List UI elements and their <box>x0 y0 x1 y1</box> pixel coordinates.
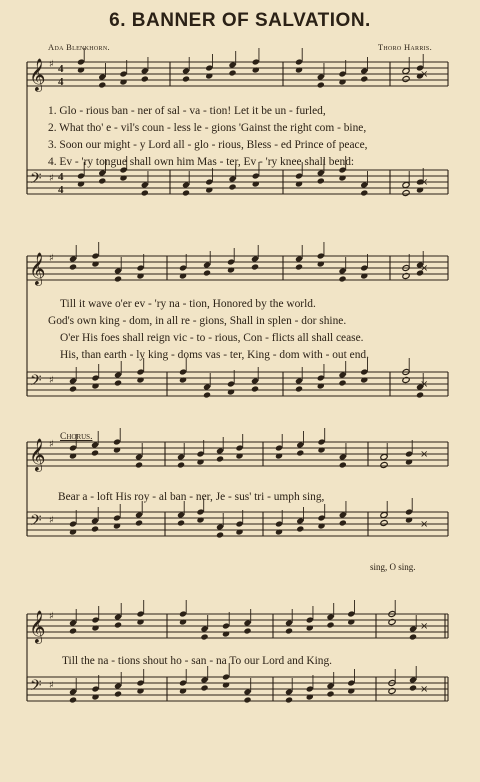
system-4-verse: Till the na - tions shout ho - san - na To our Lord and King. <box>62 655 333 667</box>
lyricist: Ada Blenkhorn. <box>48 42 110 52</box>
sharp-icon: ♯ <box>49 680 54 691</box>
bass-clef-icon: 𝄢 <box>30 372 42 393</box>
quarter-note <box>252 180 260 187</box>
quarter-note <box>77 66 85 73</box>
quarter-note <box>326 690 334 697</box>
quarter-note <box>114 690 122 697</box>
quarter-note <box>91 693 99 700</box>
quarter-note <box>360 189 368 196</box>
quarter-note <box>77 180 85 187</box>
quarter-note <box>69 528 77 535</box>
quarter-note <box>136 687 144 694</box>
quarter-note <box>135 519 143 526</box>
quarter-note <box>136 618 144 625</box>
quarter-note <box>416 391 424 398</box>
half-note <box>402 376 410 383</box>
quarter-note <box>338 275 346 282</box>
hymn-name: BANNER OF SALVATION. <box>131 10 371 31</box>
rest-icon: × <box>420 621 429 632</box>
half-note <box>402 272 410 279</box>
quarter-note <box>235 452 243 459</box>
quarter-note <box>177 519 185 526</box>
rest-icon: × <box>420 263 429 274</box>
quarter-note <box>91 382 99 389</box>
quarter-note <box>179 618 187 625</box>
quarter-note <box>360 376 368 383</box>
quarter-note <box>179 272 187 279</box>
system-2-verse-2: God's own king - dom, in all re - gions, Shall in splen - dor shine. <box>48 315 347 327</box>
sharp-icon: ♯ <box>49 439 54 450</box>
treble-clef-icon: 𝄞 <box>29 252 46 285</box>
quarter-note <box>285 627 293 634</box>
sharp-icon: ♯ <box>49 173 54 184</box>
quarter-note <box>114 621 122 628</box>
quarter-note <box>347 687 355 694</box>
quarter-note <box>326 621 334 628</box>
quarter-note <box>295 263 303 270</box>
time-signature-top: 4 <box>58 171 64 183</box>
quarter-note <box>409 684 417 691</box>
quarter-note <box>222 630 230 637</box>
quarter-note <box>203 269 211 276</box>
quarter-note <box>251 263 259 270</box>
quarter-note <box>135 461 143 468</box>
quarter-note <box>114 379 122 386</box>
quarter-note <box>317 382 325 389</box>
quarter-note <box>91 624 99 631</box>
quarter-note <box>317 177 325 184</box>
sharp-icon: ♯ <box>49 253 54 264</box>
quarter-note <box>179 376 187 383</box>
rest-icon: × <box>420 449 429 460</box>
system-2-verse-1: Till it wave o'er ev - 'ry na - tion, Honored by the world. <box>60 298 316 310</box>
bass-clef-icon: 𝄢 <box>30 512 42 533</box>
quarter-note <box>296 525 304 532</box>
quarter-note <box>98 177 106 184</box>
quarter-note <box>306 693 314 700</box>
quarter-note <box>243 696 251 703</box>
quarter-note <box>222 681 230 688</box>
quarter-note <box>339 519 347 526</box>
rest-icon: × <box>420 177 429 188</box>
quarter-note <box>275 528 283 535</box>
quarter-note <box>228 183 236 190</box>
quarter-note <box>91 260 99 267</box>
quarter-note <box>69 452 77 459</box>
system-2-verse-3: O'er His foes shall reign vic - to - rious, Con - flicts all shall cease. <box>60 332 364 344</box>
quarter-note <box>360 75 368 82</box>
quarter-note <box>200 684 208 691</box>
sharp-icon: ♯ <box>49 375 54 386</box>
hymn-number: 6. <box>109 10 126 31</box>
time-signature-bottom: 4 <box>58 184 64 196</box>
quarter-note <box>205 186 213 193</box>
quarter-note <box>182 189 190 196</box>
system-1-verse-4: 4. Ev - 'ry tongue shall own him Mas - ter, Ev - 'ry knee shall bend: <box>48 156 355 168</box>
quarter-note <box>200 633 208 640</box>
chorus-verse: Bear a - loft His roy - al ban - ner, Je - sus' tri - umph sing, <box>58 491 325 503</box>
quarter-note <box>317 446 325 453</box>
quarter-note <box>295 66 303 73</box>
rest-icon: × <box>420 684 429 695</box>
half-note <box>402 189 410 196</box>
quarter-note <box>69 263 77 270</box>
quarter-note <box>136 272 144 279</box>
rest-icon: × <box>420 519 429 530</box>
quarter-note <box>182 75 190 82</box>
composer: Thoro Harris. <box>377 42 432 52</box>
rest-icon: × <box>420 379 429 390</box>
quarter-note <box>339 461 347 468</box>
quarter-note <box>179 687 187 694</box>
quarter-note <box>216 531 224 538</box>
quarter-note <box>338 174 346 181</box>
quarter-note <box>338 78 346 85</box>
half-note <box>402 75 410 82</box>
quarter-note <box>98 81 106 88</box>
quarter-note <box>196 516 204 523</box>
quarter-note <box>114 275 122 282</box>
quarter-note <box>235 528 243 535</box>
quarter-note <box>251 385 259 392</box>
quarter-note <box>113 522 121 529</box>
quarter-note <box>119 174 127 181</box>
quarter-note <box>317 81 325 88</box>
quarter-note <box>275 452 283 459</box>
quarter-note <box>216 455 224 462</box>
system-2-verse-4: His, than earth - ly king - doms vas - ter, King - dom with - out end. <box>60 349 369 361</box>
system-1-verse-1: 1. Glo - rious ban - ner of sal - va - tion! Let it be un - furled, <box>48 105 326 117</box>
rest-icon: × <box>420 69 429 80</box>
bass-clef-icon: 𝄢 <box>30 170 42 191</box>
quarter-note <box>338 379 346 386</box>
system-1-verse-3: 3. Soon our might - y Lord all - glo - rious, Bless - ed Prince of peace, <box>48 139 368 151</box>
quarter-note <box>69 385 77 392</box>
quarter-note <box>243 627 251 634</box>
quarter-note <box>91 449 99 456</box>
quarter-note <box>141 75 149 82</box>
quarter-note <box>285 696 293 703</box>
treble-clef-icon: 𝄞 <box>29 58 46 91</box>
chorus-label: Chorus. <box>60 432 93 442</box>
chorus-bass-lyric: sing, O sing. <box>370 562 416 572</box>
half-note <box>380 461 388 468</box>
quarter-note <box>91 525 99 532</box>
quarter-note <box>69 696 77 703</box>
quarter-note <box>228 69 236 76</box>
quarter-note <box>227 266 235 273</box>
quarter-note <box>177 461 185 468</box>
time-signature-bottom: 4 <box>58 76 64 88</box>
quarter-note <box>141 189 149 196</box>
quarter-note <box>296 449 304 456</box>
quarter-note <box>119 78 127 85</box>
quarter-note <box>409 633 417 640</box>
sharp-icon: ♯ <box>49 59 54 70</box>
quarter-note <box>113 446 121 453</box>
quarter-note <box>360 272 368 279</box>
half-note <box>380 519 388 526</box>
quarter-note <box>205 72 213 79</box>
quarter-note <box>69 627 77 634</box>
half-note <box>388 618 396 625</box>
quarter-note <box>196 458 204 465</box>
sharp-icon: ♯ <box>49 515 54 526</box>
quarter-note <box>405 458 413 465</box>
quarter-note <box>405 516 413 523</box>
quarter-note <box>347 618 355 625</box>
quarter-note <box>227 388 235 395</box>
quarter-note <box>295 385 303 392</box>
bass-clef-icon: 𝄢 <box>30 677 42 698</box>
sharp-icon: ♯ <box>49 611 54 622</box>
quarter-note <box>203 391 211 398</box>
treble-clef-icon: 𝄞 <box>29 610 46 643</box>
system-1-verse-2: 2. What tho' e - vil's coun - less le - gions 'Gainst the right com - bine, <box>48 122 367 134</box>
quarter-note <box>295 180 303 187</box>
time-signature-top: 4 <box>58 63 64 75</box>
quarter-note <box>306 624 314 631</box>
treble-clef-icon: 𝄞 <box>29 438 46 471</box>
half-note <box>388 687 396 694</box>
quarter-note <box>252 66 260 73</box>
quarter-note <box>317 522 325 529</box>
quarter-note <box>136 376 144 383</box>
quarter-note <box>317 260 325 267</box>
